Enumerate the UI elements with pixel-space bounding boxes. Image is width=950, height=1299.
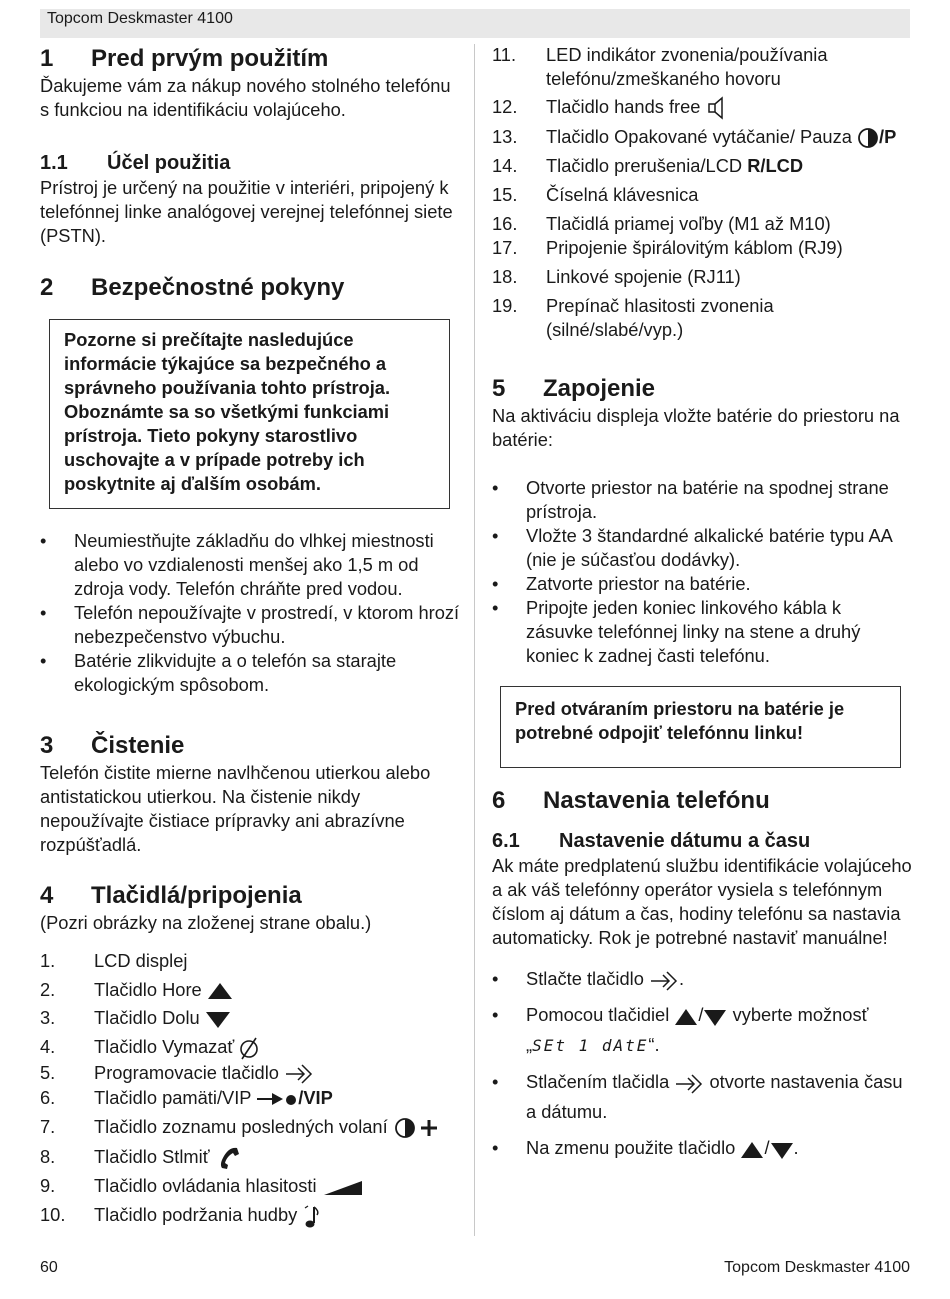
item-number: 11. bbox=[492, 44, 517, 65]
list-item bbox=[492, 125, 912, 149]
section-number: 4 bbox=[40, 882, 54, 909]
section-number: 3 bbox=[40, 732, 54, 759]
section-1-1-text: Prístroj je určený na použitie v interiéri, pripojený k telefónnej linke analógovej verejnej telefónnej siete (PSTN). bbox=[40, 177, 453, 246]
item-label: LED indikátor zvonenia/používania telefónu/zmeškaného hovoru bbox=[546, 44, 828, 89]
safety-warning-text: Pozorne si prečítajte nasledujúce informácie týkajúce sa bezpečného a správneho používania tohto prístroja. Oboznámte sa so všetkými funkciami prístroja. Tieto pokyny starostlivo uschovajte a v prípade potreby ich poskytnite aj ďalším osobám. bbox=[64, 329, 391, 494]
list-item: • Batérie zlikvidujte a o telefón sa starajte ekologickým spôsobom. bbox=[40, 649, 460, 697]
section-3-text: Telefón čistite mierne navlhčenou utierkou alebo antistatickou utierkou. Na čistenie nikdy nepoužívajte čistiace prípravky ani abrazívne rozpúšťadlá. bbox=[40, 762, 431, 855]
list-item bbox=[492, 1133, 912, 1163]
item-number: 13. bbox=[492, 126, 518, 148]
step-text: „ bbox=[526, 1034, 533, 1056]
item-number: 15. bbox=[492, 184, 518, 206]
item-label: Číselná klávesnica bbox=[546, 184, 699, 206]
item-label: Tlačidlo zoznamu posledných volaní bbox=[94, 1116, 388, 1138]
section-5-heading bbox=[492, 374, 912, 404]
vip-label: /VIP bbox=[298, 1087, 333, 1109]
list-item bbox=[40, 975, 460, 1004]
connection-bullet-list bbox=[492, 476, 912, 668]
step-text: / bbox=[764, 1137, 770, 1159]
disconnect-warning-text: Pred otváraním priestoru na batérie je potrebné odpojiť telefónnu linku! bbox=[515, 698, 845, 744]
list-item bbox=[492, 236, 912, 260]
rlcd-label: R/LCD bbox=[747, 155, 804, 177]
down-triangle-icon bbox=[205, 1009, 231, 1029]
section-number: 1.1 bbox=[40, 152, 68, 174]
section-number: 6.1 bbox=[492, 830, 520, 853]
call-log-icon bbox=[393, 1117, 439, 1139]
list-item: • Zatvorte priestor na batérie. bbox=[492, 572, 912, 596]
item-number: 17. bbox=[492, 237, 518, 259]
list-item bbox=[40, 1004, 460, 1032]
item-number: 9. bbox=[40, 1175, 56, 1197]
up-triangle-icon bbox=[740, 1140, 764, 1160]
program-arrow-icon bbox=[649, 970, 679, 992]
section-2-heading bbox=[40, 273, 460, 303]
item-label: Tlačidlo pamäti/VIP bbox=[94, 1087, 252, 1109]
item-number: 12. bbox=[492, 96, 518, 117]
program-arrow-icon bbox=[674, 1073, 704, 1095]
list-item bbox=[492, 1067, 912, 1127]
item-label: Tlačidlo podržania hudby bbox=[94, 1204, 298, 1226]
item-label: Tlačidlo prerušenia/LCD bbox=[546, 155, 743, 177]
section-1-heading bbox=[40, 44, 460, 74]
item-number: 8. bbox=[40, 1146, 56, 1168]
speaker-icon bbox=[706, 96, 728, 120]
step-text: / bbox=[698, 1004, 704, 1026]
step-text: vyberte možnosť bbox=[732, 1004, 869, 1026]
item-number: 6. bbox=[40, 1087, 56, 1109]
section-1-text: Ďakujeme vám za nákup nového stolného telefónu s funkciou na identifikáciu volajúceho. bbox=[40, 75, 451, 120]
list-item bbox=[40, 1110, 460, 1144]
date-time-steps bbox=[492, 964, 912, 1163]
list-item bbox=[492, 1000, 912, 1061]
list-item: • Vložte 3 štandardné alkalické batérie typu AA (nie je súčasťou dodávky). bbox=[492, 524, 912, 572]
section-title: Nastavenia telefónu bbox=[543, 787, 770, 815]
list-item bbox=[40, 1171, 460, 1201]
step-text: “. bbox=[648, 1034, 660, 1056]
list-item bbox=[492, 95, 912, 120]
list-item bbox=[40, 1085, 460, 1110]
item-label: Tlačidlo Dolu bbox=[94, 1007, 200, 1028]
item-number: 14. bbox=[492, 155, 518, 177]
pause-label: /P bbox=[878, 126, 897, 148]
step-text: Stlačte tlačidlo bbox=[526, 968, 644, 990]
section-number: 2 bbox=[40, 274, 54, 301]
section-6-1-text: Ak máte predplatenú službu identifikácie volajúceho a ak váš telefónny operátor vysiela s telefónnym číslom aj dátum a čas, hodiny telefónu sa nastavia automaticky. Rok je potrebné nastaviť manuálne! bbox=[492, 855, 912, 949]
disconnect-warning-box bbox=[500, 686, 901, 768]
item-label: Tlačidlá priamej voľby (M1 až M10) bbox=[546, 213, 831, 235]
section-title: Bezpečnostné pokyny bbox=[91, 274, 345, 301]
delete-icon bbox=[239, 1036, 261, 1060]
item-number: 10. bbox=[40, 1204, 66, 1226]
section-1-1-heading bbox=[40, 150, 460, 176]
item-label: LCD displej bbox=[94, 950, 188, 971]
down-triangle-icon bbox=[703, 1007, 727, 1027]
buttons-list-continued bbox=[492, 43, 912, 342]
item-label: Programovacie tlačidlo bbox=[94, 1062, 279, 1083]
item-label: Tlačidlo ovládania hlasitosti bbox=[94, 1175, 317, 1197]
item-number: 4. bbox=[40, 1036, 56, 1057]
item-number: 1. bbox=[40, 950, 56, 971]
item-label: Linkové spojenie (RJ11) bbox=[546, 266, 741, 288]
item-number: 19. bbox=[492, 295, 518, 317]
list-item bbox=[492, 212, 912, 236]
section-number: 6 bbox=[492, 787, 506, 815]
list-item: • Pripojte jeden koniec linkového kábla k zásuvke telefónnej linky na stene a druhý koniec k zadnej časti telefónu. bbox=[492, 596, 912, 668]
redial-pause-icon bbox=[857, 127, 879, 149]
column-divider bbox=[474, 44, 475, 1236]
item-label: Pripojenie špirálovitým káblom (RJ9) bbox=[546, 237, 843, 259]
safety-warning-box bbox=[49, 319, 450, 509]
up-triangle-icon bbox=[674, 1007, 698, 1027]
item-number: 18. bbox=[492, 266, 518, 288]
section-3-heading bbox=[40, 731, 460, 761]
step-text: Stlačením tlačidla bbox=[526, 1071, 670, 1093]
item-number: 3. bbox=[40, 1007, 56, 1028]
step-text: . bbox=[678, 968, 685, 990]
section-6-heading bbox=[492, 786, 912, 816]
up-triangle-icon bbox=[207, 981, 233, 1001]
list-item bbox=[40, 1201, 460, 1229]
section-title: Zapojenie bbox=[543, 375, 656, 403]
volume-ramp-icon bbox=[322, 1179, 364, 1197]
list-item bbox=[40, 947, 460, 975]
right-column bbox=[492, 40, 912, 1163]
safety-bullet-list bbox=[40, 529, 460, 697]
section-title: Tlačidlá/pripojenia bbox=[91, 882, 302, 909]
item-label: Tlačidlo Opakované vytáčanie/ Pauza bbox=[546, 126, 852, 148]
item-label: Tlačidlo Hore bbox=[94, 979, 202, 1000]
section-title: Čistenie bbox=[91, 732, 185, 759]
lcd-option-text: SEt 1 dAtE bbox=[532, 1036, 649, 1056]
down-triangle-icon bbox=[770, 1140, 794, 1160]
step-text: Pomocou tlačidiel bbox=[526, 1004, 670, 1026]
list-item bbox=[40, 1061, 460, 1085]
section-title: Nastavenie dátumu a času bbox=[559, 830, 811, 853]
list-item: • Otvorte priestor na batérie na spodnej strane prístroja. bbox=[492, 476, 912, 524]
list-item: • Telefón nepoužívajte v prostredí, v ktorom hrozí nebezpečenstvo výbuchu. bbox=[40, 601, 460, 649]
running-header bbox=[40, 9, 910, 38]
item-number: 16. bbox=[492, 213, 518, 235]
page-number: 60 bbox=[40, 1259, 58, 1276]
section-5-text: Na aktiváciu displeja vložte batérie do priestoru na batérie: bbox=[492, 405, 900, 451]
program-arrow-icon bbox=[284, 1063, 314, 1085]
step-text: otvorte nastavenia času a dátumu. bbox=[526, 1071, 903, 1123]
footer-brand: Topcom Deskmaster 4100 bbox=[724, 1259, 910, 1276]
item-label: Tlačidlo hands free bbox=[546, 96, 701, 117]
item-number: 5. bbox=[40, 1062, 56, 1083]
list-item bbox=[40, 1032, 460, 1061]
item-label: Tlačidlo Vymazať bbox=[94, 1036, 235, 1057]
section-number: 5 bbox=[492, 375, 506, 403]
list-item bbox=[492, 964, 912, 994]
list-item bbox=[492, 43, 912, 91]
section-number: 1 bbox=[40, 45, 54, 72]
item-label: Prepínač hlasitosti zvonenia (silné/slabé/vyp.) bbox=[546, 295, 774, 341]
section-title: Účel použitia bbox=[107, 152, 231, 174]
section-4-heading bbox=[40, 881, 460, 911]
step-text: . bbox=[793, 1137, 799, 1159]
item-number: 2. bbox=[40, 979, 56, 1000]
list-item bbox=[40, 1144, 460, 1171]
list-item bbox=[492, 294, 912, 342]
mute-handset-icon bbox=[215, 1145, 243, 1171]
section-4-note: (Pozri obrázky na zloženej strane obalu.) bbox=[40, 912, 372, 933]
memory-vip-icon bbox=[256, 1090, 298, 1108]
section-6-1-heading bbox=[492, 828, 912, 854]
list-item bbox=[492, 183, 912, 207]
section-title: Pred prvým použitím bbox=[91, 45, 329, 72]
item-number: 7. bbox=[40, 1116, 56, 1138]
list-item bbox=[492, 265, 912, 289]
left-column bbox=[40, 40, 460, 1230]
buttons-list bbox=[40, 947, 460, 1230]
header-title: Topcom Deskmaster 4100 bbox=[47, 10, 233, 27]
step-text: Na zmenu použite tlačidlo bbox=[526, 1137, 736, 1159]
music-note-icon bbox=[302, 1204, 320, 1230]
item-label: Tlačidlo Stlmiť bbox=[94, 1146, 210, 1168]
list-item bbox=[492, 154, 912, 178]
list-item: • Neumiestňujte základňu do vlhkej miestnosti alebo vo vzdialenosti menšej ako 1,5 m od zdroja vody. Telefón chráňte pred vodou. bbox=[40, 529, 460, 601]
